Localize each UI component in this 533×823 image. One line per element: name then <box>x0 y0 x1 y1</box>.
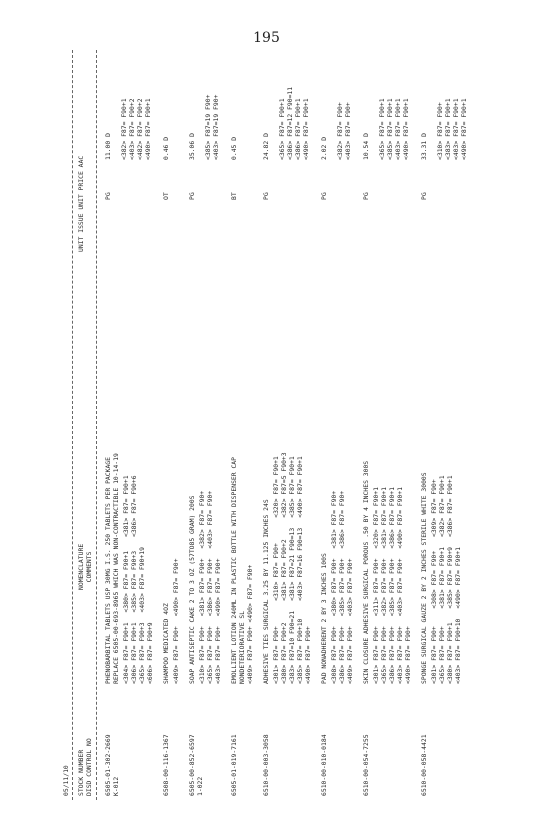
price-code: <365> F87= F90+1 <box>278 98 286 160</box>
distribution-code: <380> F87= F90+1 <box>446 622 454 684</box>
code-column <box>122 547 146 612</box>
stock-item <box>104 50 154 800</box>
code-column <box>330 559 354 617</box>
stock-item <box>362 50 412 800</box>
page-number: 195 <box>253 30 280 46</box>
distribution-code: <382> F87= F90+ <box>380 558 388 617</box>
code-column <box>330 491 346 549</box>
code-column <box>198 491 214 549</box>
report-header <box>60 50 100 800</box>
distribution-code: <301> F87= F90+ <box>372 626 380 684</box>
unit-of-issue: PG <box>362 192 370 200</box>
distribution-code: <365> F87= F90+ <box>380 626 388 684</box>
unit-price: 0.45 D <box>230 136 238 160</box>
distribution-code: <386> F87= F90+ <box>338 490 346 549</box>
distribution-code: <381> F87= F90+1 <box>438 547 446 609</box>
distribution-code: <403> F87= F90+ <box>214 626 222 684</box>
nomenclature-line: PAD NONADHERENT 2 BY 3 INCHES 100S <box>320 553 328 684</box>
distribution-code: <386> F87= F90+6 <box>130 475 138 538</box>
stock-item <box>188 50 222 800</box>
nomenclature-line: SOAP ANTISEPTIC CAKE 2 TO 3 OZ (57TO85 GRAM) 200S <box>188 495 196 684</box>
code-column <box>198 559 222 617</box>
distribution-code: <385> F87= F90+1 <box>288 456 296 518</box>
nomenclature-line: EMOLLIENT LOTION 240ML IN PLASTIC BOTTLE WITH DISPENSER CAP <box>230 456 238 684</box>
stock-number-line: K-012 <box>112 776 120 796</box>
distribution-code: <386> F87= F90+1 <box>388 487 396 549</box>
unit-of-issue: OT <box>162 192 170 200</box>
stock-number <box>230 688 238 796</box>
code-column <box>272 528 304 601</box>
code-column <box>330 626 354 684</box>
price-code: <490> F87= F90+1 <box>302 98 310 160</box>
price-code: <403> F87=19 F90+ <box>212 94 220 160</box>
stock-number-line: 6510-00-054-7255 <box>362 734 370 796</box>
distribution-code: <403> F87= F90+ <box>396 558 404 617</box>
distribution-code: <301> F87= F90+ <box>272 626 280 684</box>
code-column <box>372 559 404 617</box>
price-code: <490> F87= F90+1 <box>144 98 152 160</box>
distribution-code: <606> F87= F90+9 <box>146 622 154 684</box>
column-header-stock <box>77 738 93 796</box>
distribution-code: <382> F87= F90+ <box>198 490 206 549</box>
distribution-code: <403> F87= F90+ <box>346 558 354 617</box>
distribution-code: <385> F87= F90+ <box>388 558 396 617</box>
price-code: <490> F87= F90+1 <box>402 98 410 160</box>
distribution-code: <308> F87= F90+ <box>430 550 438 609</box>
stock-list <box>104 50 476 800</box>
code-column <box>430 475 454 537</box>
distribution-code: <386> F87= F90+ <box>338 626 346 684</box>
distribution-code: <311> F87= F90+ <box>372 558 380 617</box>
code-column <box>172 559 180 617</box>
price-code: <386> F87= F90+1 <box>294 98 302 160</box>
column-header-unit-price: UNIT ISSUE UNIT PRICE AAC <box>77 155 85 252</box>
code-column <box>122 622 154 684</box>
report-date: 05/11/10 <box>62 765 70 796</box>
stock-number <box>262 688 270 796</box>
nomenclature-line: SPONGE SURGICAL GAUZE 2 BY 2 INCHES STERILE WHITE 3000S <box>420 472 428 684</box>
distribution-code: <310> F87= F90+ <box>198 626 206 684</box>
nomenclature-line: REPLACE 6505-00-693-8965 WHICH WAS NON-CONTRACTIBLE 10-14-19 <box>112 453 120 684</box>
code-column <box>372 487 404 549</box>
stock-number-line: 6510-00-003-3058 <box>262 734 270 796</box>
distribution-code: <403> F87= F90+10 <box>454 618 462 684</box>
distribution-code: <309> F87= F90+ <box>430 479 438 538</box>
nomenclature-line: SHAMPOO MEDICATED 4OZ <box>162 603 170 684</box>
stock-item <box>230 50 254 800</box>
price-code: <386> F87=12 F90=11 <box>286 86 294 160</box>
distribution-code: <381> F87= F90+ <box>330 490 338 549</box>
distribution-code: <365> F87= F90+ <box>206 626 214 684</box>
code-column <box>430 547 462 609</box>
distribution-code: <385> F87= F90+3 <box>130 550 138 613</box>
code-column <box>122 475 138 537</box>
distribution-code: <365> F87= F90+3 <box>138 622 146 684</box>
distribution-code: <381> F87= F90+1 <box>122 475 130 538</box>
price-codes <box>120 98 152 160</box>
distribution-code: <490> F87= F90+ <box>404 626 412 684</box>
unit-price: 24.82 D <box>262 133 270 160</box>
distribution-code: <365> F87= F90+ <box>438 626 446 684</box>
stock-item <box>162 50 180 800</box>
column-header-nomenclature-line: NOMENCLATURE <box>77 543 85 590</box>
nomenclature-line: PHENOBARBITAL TABLETS USP 30MG I.S. 250 TABLETS PER PACKAGE <box>104 456 112 684</box>
price-code: <385> F87=19 F90+ <box>204 94 212 160</box>
stock-number-line: 1-022 <box>196 776 204 796</box>
distribution-code: <383> F87=10 F90=21 <box>288 610 296 684</box>
code-column <box>372 626 412 684</box>
distribution-code: <304> F87= F90+1 <box>122 622 130 684</box>
column-header-stock-line: DISD CONTROL NO <box>85 738 93 796</box>
price-code: <385> F87= F90+1 <box>386 98 394 160</box>
code-column <box>430 619 462 684</box>
distribution-code: <381> F87=21 F90=13 <box>288 527 296 601</box>
distribution-code: <382> F87=5 F90+3 <box>280 452 288 518</box>
nomenclature-line: NONDETERIORATIVE SL <box>238 610 246 684</box>
distribution-code: <490> F87= F90+ <box>214 558 222 617</box>
price-codes <box>378 98 410 160</box>
price-codes <box>204 95 220 160</box>
price-code: <383> F87= F90+1 <box>444 98 452 160</box>
distribution-code: <380> F87= F90+2 <box>280 622 288 684</box>
distribution-code: <490> F87= F90+ <box>304 626 312 684</box>
distribution-code: <386> F87= F90+ <box>388 626 396 684</box>
stock-number-line: 6508-00-116-1367 <box>162 734 170 796</box>
stock-number <box>420 688 428 796</box>
distribution-code: <409> F87= F90+ <box>346 626 354 684</box>
unit-price: 10.54 D <box>362 133 370 160</box>
price-code: <310> F87= F90+ <box>436 102 444 160</box>
nomenclature-line: <409> F87= F90+ <490> F87= F90+ <box>246 564 254 684</box>
distribution-code: <380> F87= F90+1 <box>122 550 130 613</box>
unit-price: 2.02 D <box>320 136 328 160</box>
price-code: <403> F87= F90+1 <box>394 98 402 160</box>
distribution-code: <386> F87= F90+ <box>206 558 214 617</box>
distribution-code: <403> F87= F90+ <box>206 490 214 549</box>
price-code: <382> F87= F90+ <box>336 102 344 160</box>
distribution-code: <310> F87= F90+ <box>272 543 280 601</box>
stock-number-line: 6505-01-019-7161 <box>230 734 238 796</box>
header-divider-top <box>72 50 73 800</box>
distribution-code: <320> F87= F90+1 <box>372 487 380 549</box>
stock-number-line: 6510-00-058-4421 <box>420 734 428 796</box>
code-column <box>272 452 304 517</box>
unit-price: 33.31 D <box>420 133 428 160</box>
unit-of-issue: PG <box>104 192 112 200</box>
distribution-code: <381> F87= F90+2 <box>280 539 288 601</box>
distribution-code: <490> F87= F90+1 <box>396 487 404 549</box>
column-header-nomenclature <box>77 544 93 590</box>
price-code: <403> F87= F90+ <box>344 102 352 160</box>
unit-of-issue: PG <box>188 192 196 200</box>
distribution-code: <409> F87= F90+ <box>172 626 180 684</box>
distribution-code: <403> F87=16 F90=13 <box>296 527 304 601</box>
stock-number <box>104 688 120 796</box>
unit-price: 11.00 D <box>104 133 112 160</box>
price-code: <403> F87= F90+1 <box>452 98 460 160</box>
distribution-code: <490> F87= F90+ <box>172 558 180 617</box>
stock-item <box>262 50 312 800</box>
price-codes <box>336 102 352 160</box>
stock-number-line: 6505-00-852-6597 <box>188 734 196 796</box>
code-column <box>172 626 180 684</box>
stock-item <box>320 50 354 800</box>
distribution-code: <490> F87= F90+1 <box>454 547 462 609</box>
distribution-codes <box>172 50 180 684</box>
unit-of-issue: PG <box>262 192 270 200</box>
distribution-code: <386> F87= F90+1 <box>446 475 454 538</box>
distribution-code: <320> F87= F90+1 <box>272 456 280 518</box>
distribution-code: <382> F87= F90+1 <box>438 475 446 538</box>
price-code: <403> F87= F90+2 <box>128 98 136 160</box>
rotated-printout <box>60 50 490 800</box>
distribution-code: <403> F87= F90+ <box>396 626 404 684</box>
distribution-code: <301> F87= F90+ <box>430 626 438 684</box>
unit-price: 0.46 D <box>162 136 170 160</box>
distribution-code: <385> F87= F90+10 <box>296 618 304 684</box>
stock-number <box>362 688 370 796</box>
price-codes <box>436 98 468 160</box>
stock-number-line: 6505-01-302-2669 <box>104 734 112 796</box>
distribution-code: <381> F87= F90+1 <box>380 487 388 549</box>
stock-number <box>162 688 170 796</box>
header-divider-bottom <box>96 50 97 800</box>
distribution-code: <403> F87= F90+19 <box>138 547 146 613</box>
code-column <box>272 611 312 684</box>
unit-of-issue: PG <box>420 192 428 200</box>
distribution-code: <381> F87= F90+ <box>198 558 206 617</box>
price-code: <490> F87= F90+1 <box>460 98 468 160</box>
price-code: <482> F87= F90+2 <box>136 98 144 160</box>
code-column <box>198 626 222 684</box>
unit-of-issue: BT <box>230 192 238 200</box>
unit-price: 35.06 D <box>188 133 196 160</box>
distribution-code: <306> F87= F90+1 <box>130 622 138 684</box>
distribution-code: <380> F87= F90+ <box>330 558 338 617</box>
stock-item <box>420 50 468 800</box>
stock-number <box>188 688 204 796</box>
unit-of-issue: PG <box>320 192 328 200</box>
stock-number-line: 6510-00-010-0184 <box>320 734 328 796</box>
nomenclature-line: SKIN CLOSURE ADHESIVE SURGICAL POROUS .50 BY 4 INCHES 300S <box>362 460 370 684</box>
distribution-code: <490> F87= F90+1 <box>296 456 304 518</box>
nomenclature-line: ADHESIVE TIES SURGICAL 3.25 BY 11.125 INCHES 24S <box>262 499 270 684</box>
distribution-code: <385> F87= F90+9 <box>446 547 454 609</box>
price-code: <382> F87= F90+1 <box>120 98 128 160</box>
column-header-stock-line: STOCK NUMBER <box>77 749 85 796</box>
stock-number <box>320 688 328 796</box>
distribution-code: <308> F87= F90+ <box>330 626 338 684</box>
price-codes <box>278 87 310 160</box>
column-header-nomenclature-line: COMMENTS <box>85 551 93 583</box>
distribution-code: <385> F87= F90+ <box>338 558 346 617</box>
price-code: <365> F87= F90+1 <box>378 98 386 160</box>
